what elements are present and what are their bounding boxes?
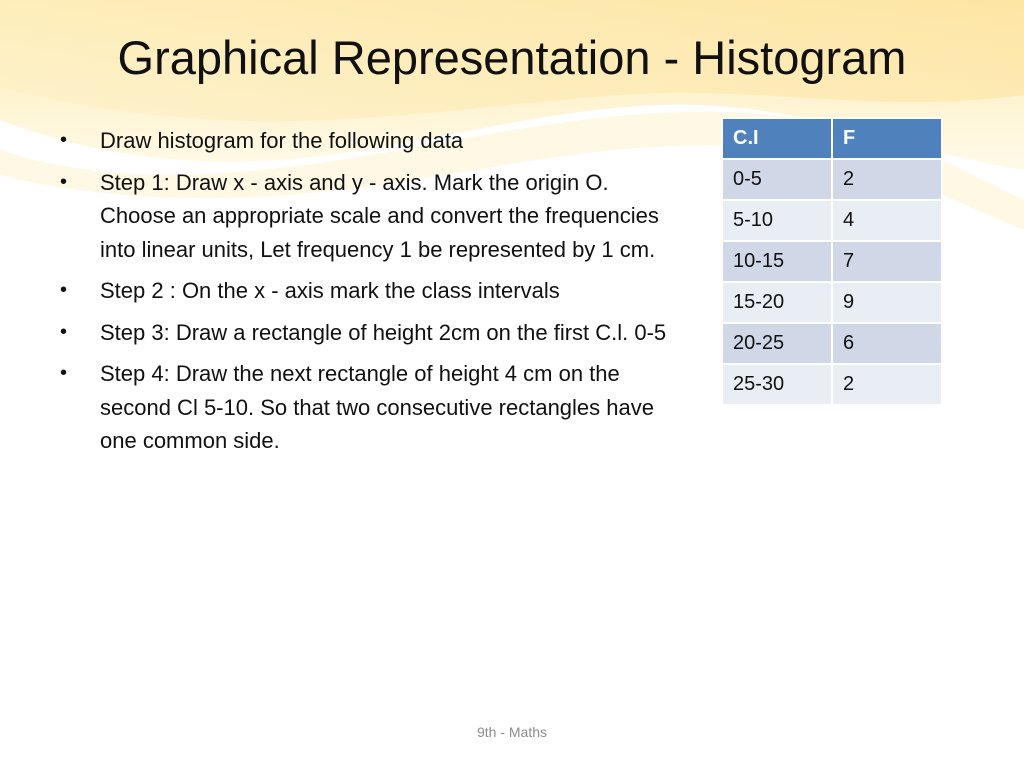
frequency-cell: 2 (832, 159, 942, 200)
frequency-cell: 7 (832, 241, 942, 282)
bullet-item (60, 166, 680, 267)
bullet-item (60, 357, 680, 458)
slide-title: Graphical Representation - Histogram (117, 31, 907, 84)
table-row (722, 323, 942, 364)
bullet-icon: • (60, 362, 68, 384)
bullet-icon: • (60, 320, 68, 343)
bullet-list (60, 124, 680, 466)
table-row (722, 241, 942, 282)
bullet-text: Step 4: Draw the next rectangle of height 4 cm on the second Cl 5-10. So that two consecutive rectangles have one common side. (100, 361, 654, 453)
frequency-cell: 6 (832, 323, 942, 364)
bullet-text: Step 3: Draw a rectangle of height 2cm on the first C.l. 0-5 (100, 319, 667, 345)
class-interval-cell: 0-5 (722, 159, 832, 200)
frequency-cell: 2 (832, 364, 942, 405)
table-row (722, 364, 942, 405)
frequency-cell: 4 (832, 200, 942, 241)
table-header-row (722, 118, 942, 159)
bullet-item (60, 316, 680, 350)
frequency-table (721, 117, 943, 406)
bullet-icon: • (60, 279, 68, 301)
class-interval-cell: 20-25 (722, 323, 832, 364)
table-row (722, 159, 942, 200)
class-interval-cell: 25-30 (722, 364, 832, 405)
class-interval-cell: 10-15 (722, 241, 832, 282)
class-interval-cell: 15-20 (722, 282, 832, 323)
table-row (722, 200, 942, 241)
header-frequency: F (832, 118, 942, 159)
slide-footer: 9th - Maths (476, 724, 548, 740)
table-row (722, 282, 942, 323)
class-interval-cell: 5-10 (722, 200, 832, 241)
bullet-icon: • (60, 129, 68, 151)
bullet-text: Draw histogram for the following data (100, 128, 464, 153)
bullet-icon: • (60, 170, 68, 193)
bullet-item (60, 274, 680, 308)
header-class-interval: C.I (722, 118, 832, 159)
bullet-item (60, 124, 680, 158)
frequency-cell: 9 (832, 282, 942, 323)
bullet-text: Step 2 : On the x - axis mark the class intervals (100, 278, 560, 303)
bullet-text: Step 1: Draw x - axis and y - axis. Mark the origin O. Choose an appropriate scale and convert the frequencies into linear units, Let frequency 1 be represented by 1 cm. (100, 169, 659, 262)
